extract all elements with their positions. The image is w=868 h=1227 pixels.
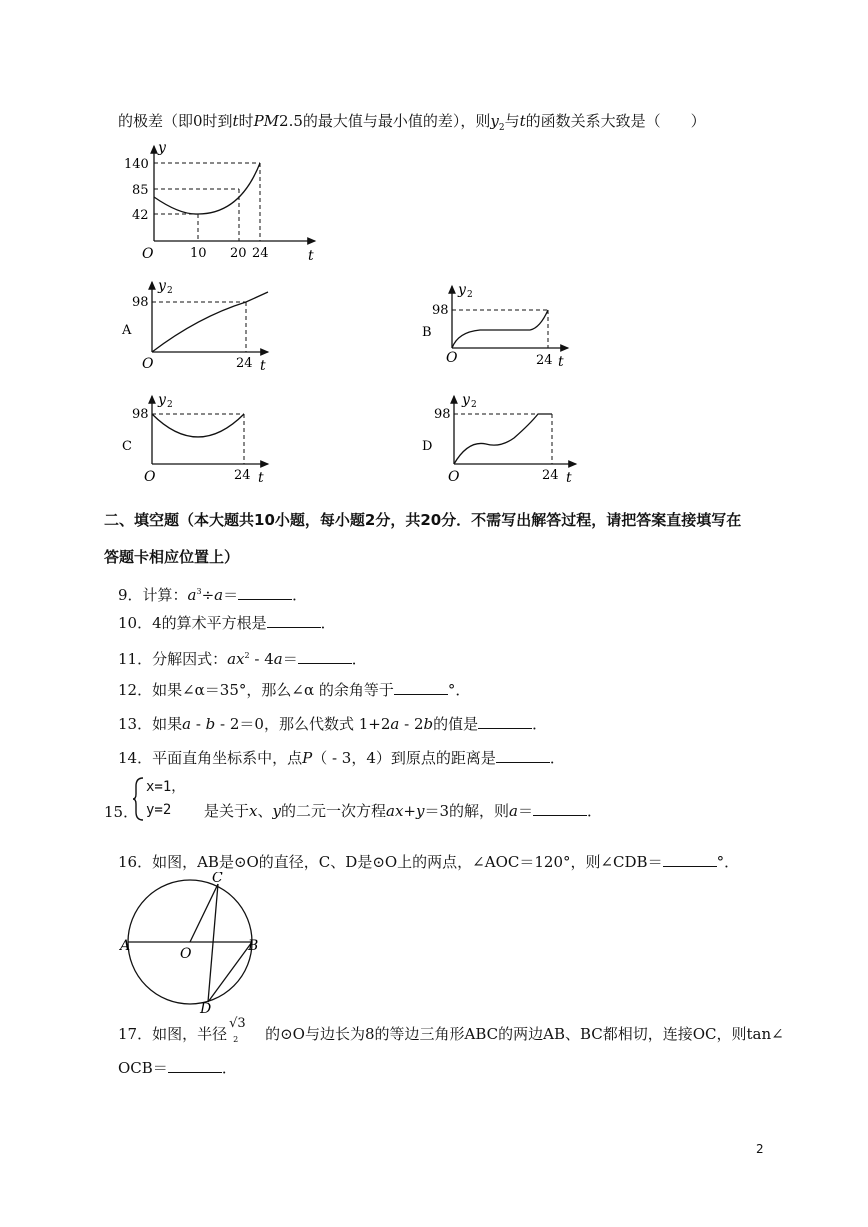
svg-text:24: 24 bbox=[234, 468, 251, 483]
tick-10: 10 bbox=[190, 246, 207, 261]
tick-85: 85 bbox=[132, 183, 149, 198]
segment-db bbox=[208, 942, 252, 1002]
question-16: 16．如图，AB是⊙O的直径，C、D是⊙O上的两点，∠AOC＝120°，则∠CDB＝ °． bbox=[118, 853, 740, 871]
svg-text:2: 2 bbox=[167, 400, 173, 410]
svg-text:A: A bbox=[120, 938, 131, 954]
answer-blank-12[interactable] bbox=[394, 680, 448, 695]
question-15: 是关于x、y的二元一次方程ax+y＝3的解，则a＝ ． bbox=[204, 802, 602, 820]
svg-text:98: 98 bbox=[432, 303, 449, 318]
answer-blank-15[interactable] bbox=[533, 801, 587, 816]
option-a-graph[interactable] bbox=[118, 272, 278, 372]
svg-text:t: t bbox=[566, 470, 572, 486]
equation-system-x: x=1， bbox=[146, 779, 186, 795]
question-17-cont: OCB＝ ． bbox=[118, 1059, 237, 1077]
svg-text:y: y bbox=[458, 282, 466, 298]
svg-text:98: 98 bbox=[132, 295, 149, 310]
svg-text:t: t bbox=[558, 354, 564, 370]
tick-140: 140 bbox=[124, 157, 149, 172]
page-number: 2 bbox=[756, 1142, 764, 1156]
question-11: 11．分解因式：$ax^2 - 4a=$ ． bbox=[118, 650, 367, 668]
question-12: 12．如果∠α＝35°，那么∠α 的余角等于 °． bbox=[118, 681, 471, 699]
svg-text:C: C bbox=[212, 872, 223, 886]
question-9: 9．计算：$a^3\div a=$ ． bbox=[118, 586, 308, 604]
svg-text:y: y bbox=[158, 278, 166, 294]
pm25-graph bbox=[110, 140, 325, 265]
answer-blank-9[interactable] bbox=[238, 585, 292, 600]
origin-label: O bbox=[142, 246, 154, 262]
option-b-graph[interactable] bbox=[418, 280, 578, 372]
question-15-num: 15． bbox=[104, 803, 139, 821]
tick-42: 42 bbox=[132, 208, 149, 223]
radical-sub: 2 bbox=[233, 1035, 239, 1044]
svg-text:B: B bbox=[248, 938, 259, 954]
svg-text:2: 2 bbox=[167, 286, 173, 296]
svg-text:O: O bbox=[180, 946, 192, 962]
question-10: 10．4的算术平方根是 ． bbox=[118, 614, 336, 632]
svg-text:y: y bbox=[462, 392, 470, 408]
svg-text:24: 24 bbox=[536, 353, 553, 368]
svg-text:t: t bbox=[258, 470, 264, 486]
tick-20: 20 bbox=[230, 246, 247, 261]
answer-blank-17[interactable] bbox=[168, 1058, 222, 1073]
option-c-graph[interactable] bbox=[118, 388, 278, 486]
intro-line: 的极差（即0时到t时PM2.5的最大值与最小值的差），则$y_2$与t的函数关系大致是（ ） bbox=[118, 112, 706, 133]
x-label: t bbox=[308, 248, 314, 264]
circle-diagram bbox=[118, 872, 266, 1014]
answer-blank-13[interactable] bbox=[478, 714, 532, 729]
question-17: 17．如图，半径 √3 2 的⊙O与边长为8的等边三角形ABC的两边AB、BC都相切，连接OC，则tan∠ bbox=[118, 1024, 784, 1044]
svg-text:O: O bbox=[142, 356, 154, 372]
answer-blank-16[interactable] bbox=[663, 852, 717, 867]
section2-heading: 二、填空题（本大题共10小题，每小题2分，共20分．不需写出解答过程，请把答案直接填写在 bbox=[104, 511, 742, 529]
svg-text:C: C bbox=[122, 439, 132, 454]
svg-text:98: 98 bbox=[132, 407, 149, 422]
answer-blank-14[interactable] bbox=[496, 748, 550, 763]
option-d-graph[interactable] bbox=[418, 388, 588, 486]
svg-text:A: A bbox=[122, 323, 132, 338]
svg-text:y: y bbox=[158, 392, 166, 408]
svg-text:O: O bbox=[446, 350, 458, 366]
question-14: 14．平面直角坐标系中，点P（ - 3，4）到原点的距离是 ． bbox=[118, 749, 565, 767]
svg-text:O: O bbox=[448, 469, 460, 485]
svg-text:D: D bbox=[200, 1001, 212, 1014]
answer-blank-10[interactable] bbox=[267, 613, 321, 628]
svg-text:98: 98 bbox=[434, 407, 451, 422]
svg-text:O: O bbox=[144, 469, 156, 485]
svg-text:D: D bbox=[422, 439, 433, 454]
svg-text:2: 2 bbox=[467, 290, 473, 300]
y-label: y bbox=[158, 140, 166, 156]
section2-heading-cont: 答题卡相应位置上） bbox=[104, 548, 240, 566]
svg-text:24: 24 bbox=[236, 356, 253, 371]
question-13: 13．如果a - b - 2＝0，那么代数式 1+2a - 2b的值是 ． bbox=[118, 715, 548, 733]
answer-blank-11[interactable] bbox=[298, 649, 352, 664]
svg-text:24: 24 bbox=[542, 468, 559, 483]
svg-text:2: 2 bbox=[471, 400, 477, 410]
svg-text:B: B bbox=[422, 325, 432, 340]
tick-24: 24 bbox=[252, 246, 269, 261]
svg-text:t: t bbox=[260, 358, 266, 372]
radical-sqrt3: √3 bbox=[229, 1016, 246, 1031]
equation-system-y: y=2 bbox=[146, 802, 172, 818]
